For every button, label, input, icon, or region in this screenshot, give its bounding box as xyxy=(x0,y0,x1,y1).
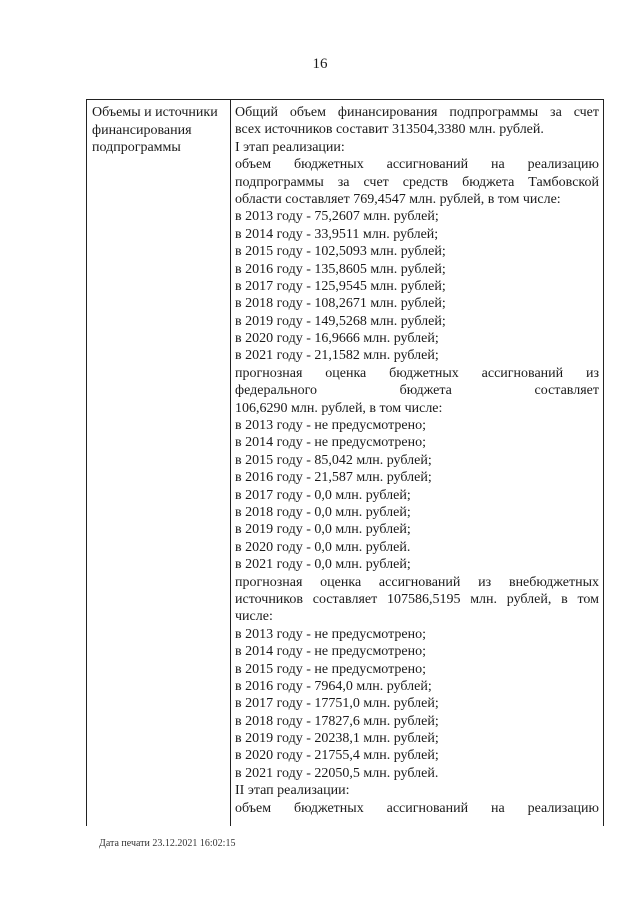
label-line: подпрограммы xyxy=(92,140,181,155)
text-line: в 2017 году - 125,9545 млн. рублей; xyxy=(235,278,446,294)
text-line: в 2015 году - 85,042 млн. рублей; xyxy=(235,452,432,468)
text-line: в 2018 году - 0,0 млн. рублей; xyxy=(235,504,411,520)
text-line: в 2020 году - 21755,4 млн. рублей; xyxy=(235,748,439,764)
text-line: в 2013 году - не предусмотрено; xyxy=(235,626,427,642)
label-line: финансирования xyxy=(92,122,192,138)
text-line: в 2013 году - 75,2607 млн. рублей; xyxy=(235,209,439,225)
text-line: в 2014 году - 33,9511 млн. рублей; xyxy=(235,226,439,242)
text-line: в 2013 году - не предусмотрено; xyxy=(235,418,427,434)
text-line: прогнозная оценка ассигнований из внебюджетных xyxy=(235,574,599,590)
page-number: 16 xyxy=(312,56,328,72)
text-line: II этап реализации: xyxy=(235,783,350,799)
print-date-footer: Дата печати 23.12.2021 16:02:15 xyxy=(99,838,236,849)
text-line: в 2016 году - 7964,0 млн. рублей; xyxy=(235,678,432,694)
text-line: в 2021 году - 0,0 млн. рублей; xyxy=(235,557,411,573)
text-line: в 2020 году - 16,9666 млн. рублей; xyxy=(235,331,439,347)
text-line: в 2020 году - 0,0 млн. рублей. xyxy=(235,539,411,555)
text-line: объем бюджетных ассигнований на реализацию xyxy=(235,157,599,173)
text-line: в 2015 году - 102,5093 млн. рублей; xyxy=(235,244,446,260)
text-line: в 2014 году - не предусмотрено; xyxy=(235,644,427,660)
text-line: I этап реализации: xyxy=(235,139,345,155)
text-line: в 2016 году - 21,587 млн. рублей; xyxy=(235,470,432,486)
text-line: в 2014 году - не предусмотрено; xyxy=(235,435,427,451)
text-line: 106,6290 млн. рублей, в том числе: xyxy=(235,400,443,416)
text-line: прогнозная оценка бюджетных ассигнований из xyxy=(235,365,599,381)
text-line: в 2015 году - не предусмотрено; xyxy=(235,661,427,677)
text-line: в 2019 году - 20238,1 млн. рублей; xyxy=(235,731,439,747)
text-line: в 2021 году - 22050,5 млн. рублей. xyxy=(235,765,439,781)
text-line: в 2019 году - 149,5268 млн. рублей; xyxy=(235,313,446,329)
text-line: в 2018 году - 108,2671 млн. рублей; xyxy=(235,296,446,312)
table-value-cell xyxy=(231,100,603,826)
label-line: Объемы и источники xyxy=(92,105,218,120)
text-line: федерального бюджета составляет xyxy=(235,383,599,399)
text-line: числе: xyxy=(235,609,273,625)
text-line: в 2017 году - 0,0 млн. рублей; xyxy=(235,487,411,503)
text-line: в 2016 году - 135,8605 млн. рублей; xyxy=(235,261,446,277)
text-line: источников составляет 107586,5195 млн. рублей, в том xyxy=(235,591,599,607)
text-line: подпрограммы за счет средств бюджета Тамбовской xyxy=(235,174,599,190)
text-line: всех источников составит 313504,3380 млн. рублей. xyxy=(235,122,544,138)
passport-table xyxy=(86,99,604,826)
text-line: области составляет 769,4547 млн. рублей, в том числе: xyxy=(235,191,561,207)
text-line: в 2021 году - 21,1582 млн. рублей; xyxy=(235,348,439,364)
text-line: в 2017 году - 17751,0 млн. рублей; xyxy=(235,696,439,712)
text-line: Общий объем финансирования подпрограммы за счет xyxy=(235,105,599,120)
text-line: объем бюджетных ассигнований на реализацию xyxy=(235,800,599,816)
text-line: в 2018 году - 17827,6 млн. рублей; xyxy=(235,713,439,729)
table-label-cell xyxy=(87,100,231,826)
text-line: в 2019 году - 0,0 млн. рублей; xyxy=(235,522,411,538)
